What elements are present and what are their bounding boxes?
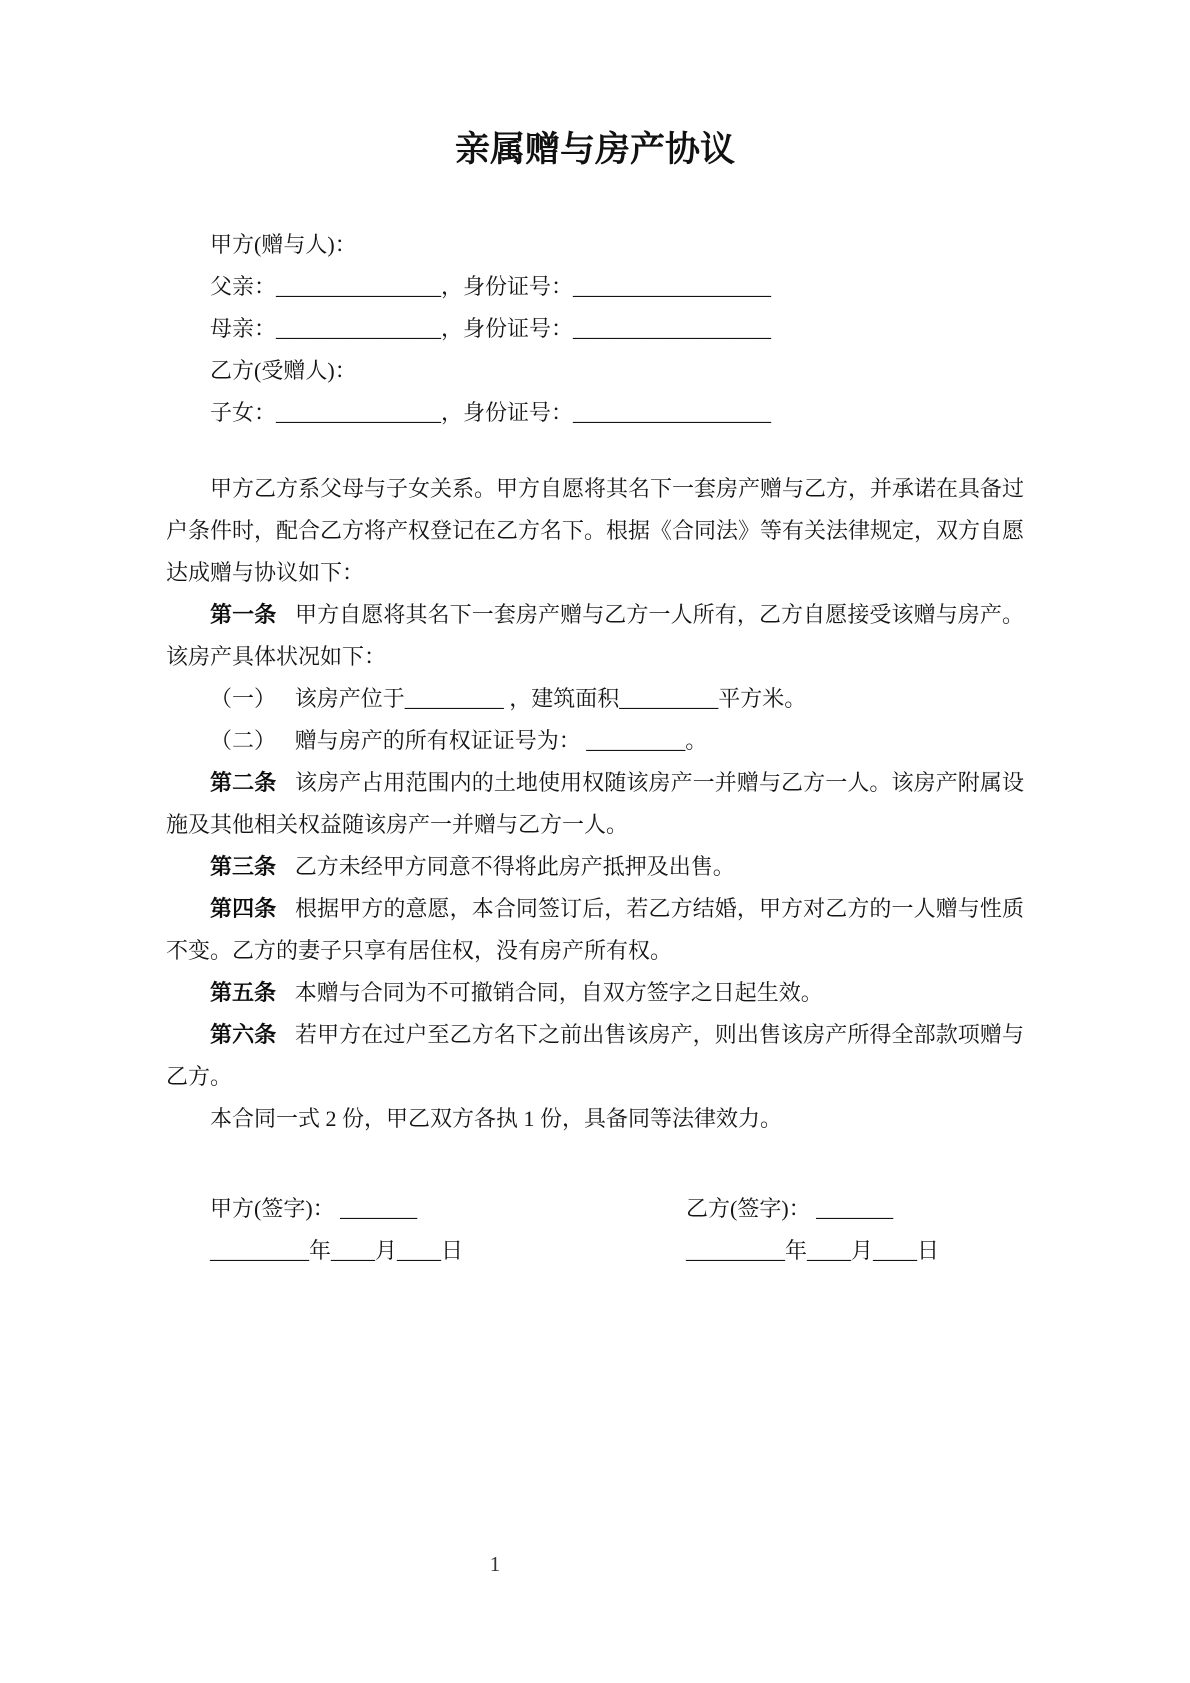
party-a-heading: 甲方(赠与人)：: [210, 232, 357, 257]
article-4: [166, 888, 1024, 972]
article-5: [166, 972, 1024, 1014]
child-id-label: ，身份证号：: [441, 400, 574, 425]
item-1-text: 该房产位于_________ ，建筑面积_________平方米。: [294, 686, 807, 711]
article-1: [166, 594, 1024, 678]
child-label: 子女：: [210, 400, 277, 425]
article-1-item-1: [166, 678, 1024, 720]
article-2-text: 该房产占用范围内的土地使用权随该房产一并赠与乙方一人。该房产附属设施及其他相关权益随该房产一并赠与乙方一人。: [166, 770, 1024, 837]
article-1-item-2: [166, 720, 1024, 762]
child-name-blank: _______________: [276, 400, 442, 425]
closing-paragraph: 本合同一式 2 份，甲乙双方各执 1 份，具备同等法律效力。: [210, 1106, 783, 1131]
party-b-heading: 乙方(受赠人)：: [210, 358, 357, 383]
article-5-text: 本赠与合同为不可撤销合同，自双方签字之日起生效。: [294, 980, 823, 1005]
child-id-blank: __________________: [573, 400, 772, 425]
signature-row: [166, 1188, 1024, 1230]
article-6: [166, 1014, 1024, 1098]
father-id-label: ，身份证号：: [441, 274, 574, 299]
article-1-label: 第一条: [210, 602, 277, 627]
father-label: 父亲：: [210, 274, 277, 299]
article-3-text: 乙方未经甲方同意不得将此房产抵押及出售。: [294, 854, 735, 879]
article-1-text: 甲方自愿将其名下一套房产赠与乙方一人所有，乙方自愿接受该赠与房产。该房产具体状况如下：: [166, 602, 1024, 669]
intro-paragraph: 甲方乙方系父母与子女关系。甲方自愿将其名下一套房产赠与乙方，并承诺在具备过户条件时，配合乙方将产权登记在乙方名下。根据《合同法》等有关法律规定，双方自愿达成赠与协议如下：: [166, 476, 1025, 585]
mother-id-blank: __________________: [573, 316, 772, 341]
article-4-text: 根据甲方的意愿，本合同签订后，若乙方结婚，甲方对乙方的一人赠与性质不变。乙方的妻子只享有居住权，没有房产所有权。: [166, 896, 1024, 963]
mother-label: 母亲：: [210, 316, 277, 341]
article-5-label: 第五条: [210, 980, 277, 1005]
party-b-signature-blank: _______: [816, 1196, 894, 1221]
father-row: [166, 266, 1024, 308]
party-b-date-line: _________年____月____日: [686, 1238, 940, 1263]
party-a-signature-line: [210, 1188, 417, 1230]
document-title: 亲属赠与房产协议: [454, 130, 735, 169]
party-a-signature-blank: _______: [340, 1196, 418, 1221]
signature-block: [166, 1188, 1024, 1272]
item-1-marker: （一）: [210, 686, 277, 711]
article-2-label: 第二条: [210, 770, 277, 795]
page-number: 1: [489, 1552, 501, 1576]
article-6-label: 第六条: [210, 1022, 277, 1047]
mother-name-blank: _______________: [276, 316, 442, 341]
mother-row: [166, 308, 1024, 350]
article-6-text: 若甲方在过户至乙方名下之前出售该房产，则出售该房产所得全部款项赠与乙方。: [166, 1022, 1024, 1089]
father-name-blank: _______________: [276, 274, 442, 299]
article-3: [166, 846, 1024, 888]
article-4-label: 第四条: [210, 896, 277, 921]
party-b-signature-line: [686, 1188, 893, 1230]
party-a-signature-label: 甲方(签字)：: [210, 1196, 335, 1221]
date-row: [166, 1230, 1024, 1272]
party-b-signature-label: 乙方(签字)：: [686, 1196, 811, 1221]
article-2: [166, 762, 1024, 846]
contract-body: [166, 468, 1024, 1140]
item-2-marker: （二）: [210, 728, 277, 753]
mother-id-label: ，身份证号：: [441, 316, 574, 341]
article-3-label: 第三条: [210, 854, 277, 879]
party-a-date-line: _________年____月____日: [210, 1238, 464, 1263]
father-id-blank: __________________: [573, 274, 772, 299]
child-row: [166, 392, 1024, 434]
parties-block: [166, 224, 1024, 434]
item-2-text: 赠与房产的所有权证证号为： _________。: [294, 728, 708, 753]
